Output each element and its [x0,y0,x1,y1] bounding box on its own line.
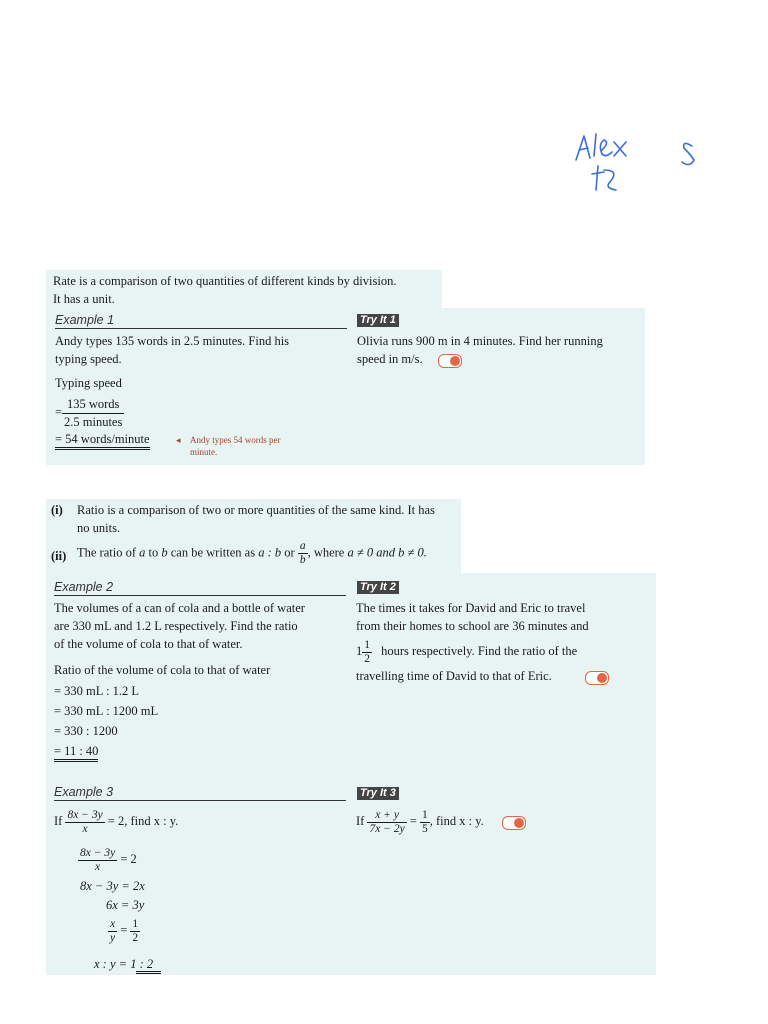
tryit2-question-line3-text: hours respectively. Find the ratio of the [381,644,578,658]
example1-answer: = 54 words/minute [55,431,150,450]
ratio-def-ii-text-c: , where [307,545,345,560]
tryit3-question [356,806,484,836]
example3-answer-underline [136,971,161,974]
tryit3-frac-den: 7x − 2y [369,822,405,835]
tryit2-frac-den: 2 [364,652,370,665]
ratio-def-ii-line [77,540,427,567]
tryit3-question-rest: , find x : y. [429,814,484,828]
rate-definition-line1: Rate is a comparison of two quantities of different kinds by division. [53,274,397,288]
tryit2-frac-num: 1 [364,638,370,651]
tryit2-toggle[interactable] [585,671,609,685]
ratio-def-ii-condition: a ≠ 0 and b ≠ 0. [347,545,427,560]
ratio-def-ii-fraction [298,540,308,567]
example2-step2: = 330 mL : 1.2 L [54,684,140,698]
ratio-def-ii-to: to [148,545,159,560]
example3-step2: 8x − 3y = 2x [80,879,145,893]
example2-step1: Ratio of the volume of cola to that of water [54,663,271,677]
example1-fraction-denominator: 2.5 minutes [64,415,123,429]
ratio-def-ii-text-b: can be written as [170,545,256,560]
example1-equals: = [55,405,63,419]
example3-step1-num: 8x − 3y [80,846,116,859]
tryit2-heading: Try It 2 [357,581,399,594]
example3-step1-den: x [95,860,101,873]
tryit3-if: If [356,814,365,828]
example1-note-arrow: ◂ [176,435,181,445]
example3-step4-den: y [110,931,116,944]
example3-frac-den: x [82,822,88,835]
tryit3-rfrac-num: 1 [421,808,428,821]
example1-fraction [62,396,124,431]
tryit2-mixed-whole: 1 [356,644,363,658]
ratio-def-i-label: (i) [51,503,63,517]
example3-step4-eq: = [120,923,128,937]
example2-heading: Example 2 [54,579,346,596]
tryit3-heading: Try It 3 [357,787,399,800]
tryit3-rfrac-den: 5 [421,822,428,835]
example3-heading: Example 3 [54,784,346,801]
tryit3-toggle[interactable] [502,816,526,830]
tryit1-heading: Try It 1 [357,314,399,327]
ratio-def-ii-b: b [161,545,168,560]
tryit2-question-line3 [356,636,577,666]
example1-step-label: Typing speed [55,376,122,390]
tryit1-question-line2: speed in m/s. [357,352,423,366]
ratio-def-ii-frac-den: b [299,554,306,566]
example1-heading: Example 1 [55,312,347,329]
ratio-def-i-line2: no units. [77,521,121,535]
example2-question-line1: The volumes of a can of cola and a bottle of water [54,601,305,615]
example3-step1-rhs: = 2 [120,852,137,866]
tryit2-question-line4: travelling time of David to that of Eric. [356,669,552,683]
example2-answer: = 11 : 40 [54,743,98,762]
tryit1-question-line1: Olivia runs 900 m in 4 minutes. Find her running [357,334,603,348]
example2-question-line3: of the volume of cola to that of water. [54,637,243,651]
ratio-def-i-line1: Ratio is a comparison of two or more quantities of the same kind. It has [77,503,435,517]
example3-answer: x : y = 1 : 2 [94,957,154,971]
example3-step4 [108,915,140,945]
example2-step4: = 330 : 1200 [54,724,118,738]
example3-step3: 6x = 3y [106,898,145,912]
example3-if: If [54,814,63,828]
example1-question-line2: typing speed. [55,352,122,366]
tryit3-frac-num: x + y [367,809,406,823]
example1-note-line1: Andy types 54 words per [190,435,281,445]
tryit3-eq: = [409,814,417,828]
rate-definition-line2: It has a unit. [53,292,115,306]
ratio-def-ii-frac-num: a [299,540,306,552]
tryit2-question-line1: The times it takes for David and Eric to travel [356,601,586,615]
tryit1-toggle[interactable] [438,354,462,368]
example3-frac-num: 8x − 3y [67,808,103,821]
ratio-def-ii-a: a [139,545,146,560]
example1-fraction-numerator: 135 words [62,396,124,414]
example2-question-line2: are 330 mL and 1.2 L respectively. Find the ratio [54,619,298,633]
ratio-def-ii-text-a: The ratio of [77,545,137,560]
ratio-def-ii-ab: a : b [258,545,282,560]
ratio-def-ii-label: (ii) [51,549,67,563]
example3-question [54,806,178,836]
handwritten-signature [570,130,710,200]
example3-step4-rden: 2 [132,931,139,944]
example3-question-rest: = 2, find x : y. [107,814,179,828]
example2-step3: = 330 mL : 1200 mL [54,704,159,718]
example1-question-line1: Andy types 135 words in 2.5 minutes. Find his [55,334,290,348]
ratio-def-ii-or: or [284,545,295,560]
tryit2-question-line2: from their homes to school are 36 minutes and [356,619,589,633]
example3-step4-rnum: 1 [132,917,139,930]
example3-step1 [78,844,137,874]
example3-step4-num: x [110,917,116,930]
example1-note-line2: minute. [190,447,218,457]
